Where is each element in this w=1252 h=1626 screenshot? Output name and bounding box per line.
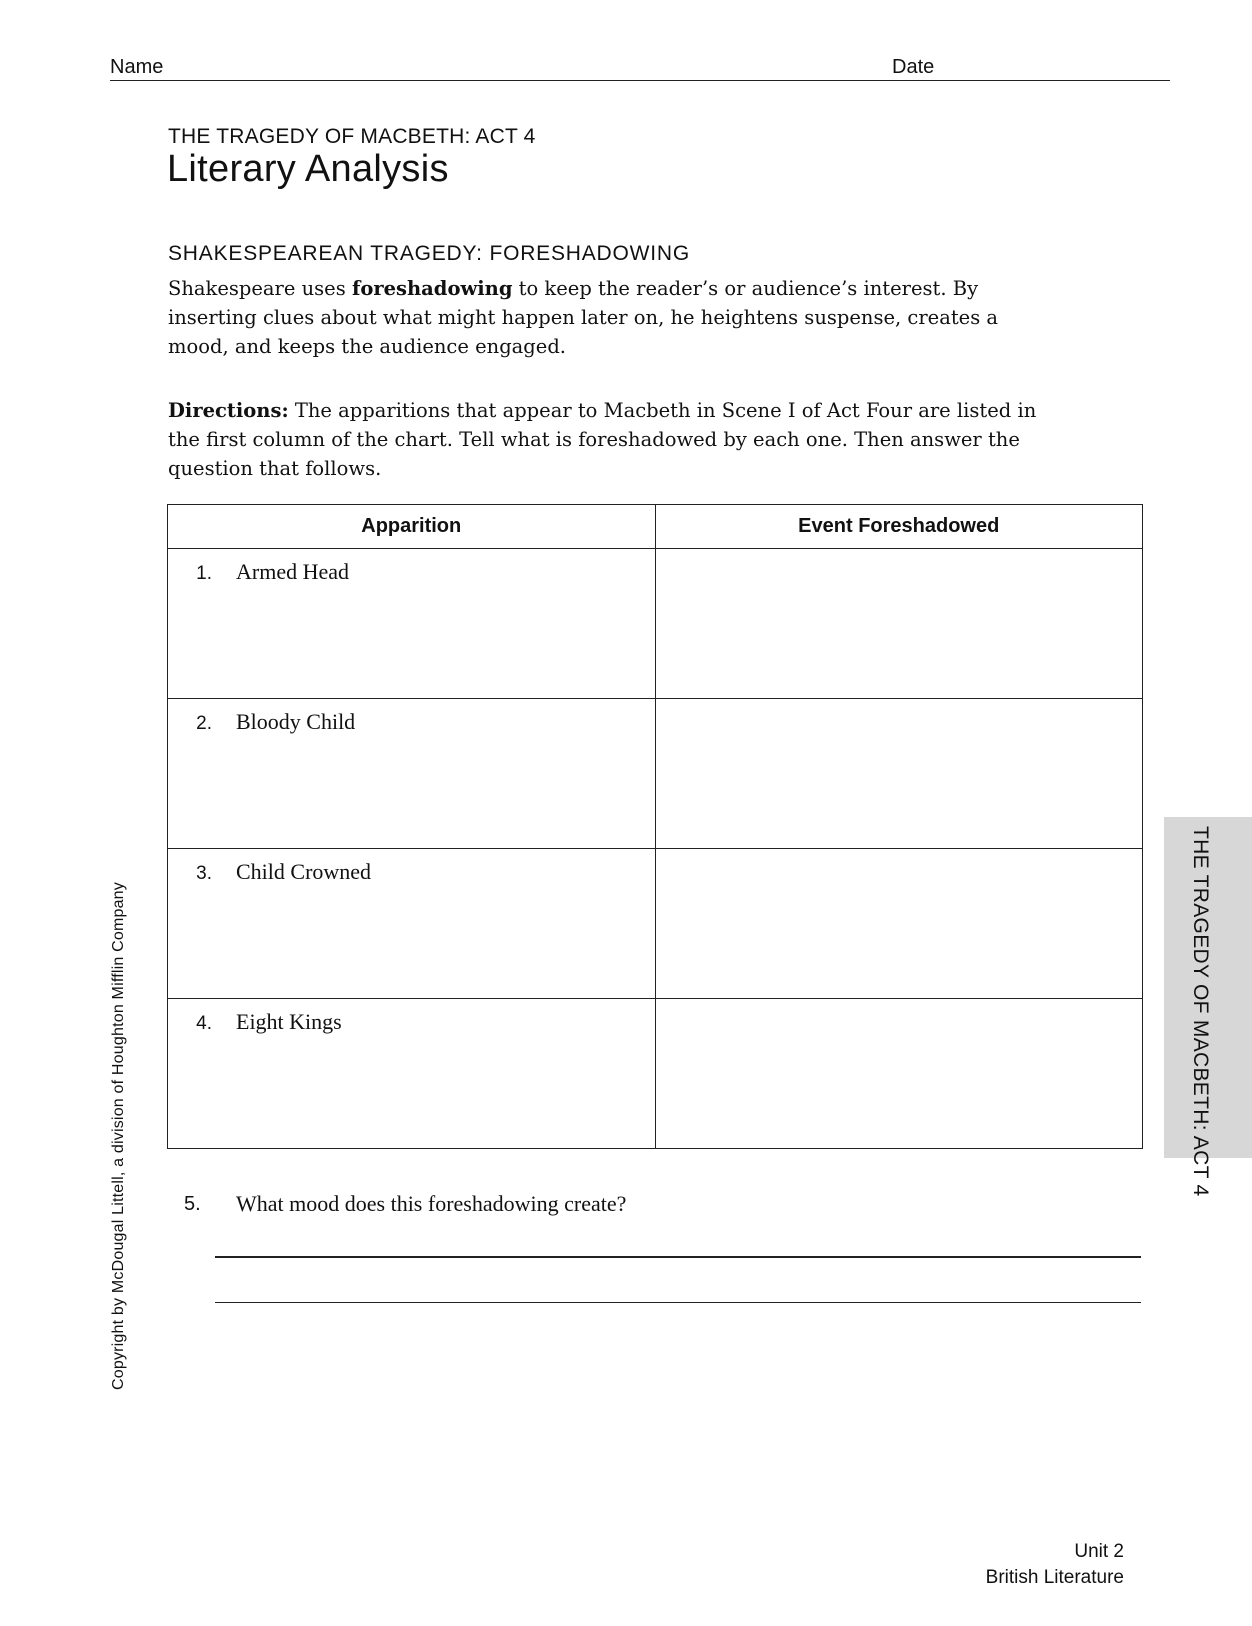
event-answer-cell[interactable] [655,549,1143,699]
event-answer-cell[interactable] [655,849,1143,999]
apparition-label: Bloody Child [236,709,356,734]
apparition-label: Child Crowned [236,859,372,884]
row-number: 1. [196,563,212,584]
table-row [168,999,1143,1149]
footer-unit: Unit 2 [1074,1541,1124,1562]
section-heading: SHAKESPEAREAN TRAGEDY: FORESHADOWING [168,242,691,265]
row-number: 2. [196,713,212,734]
table-row [168,849,1143,999]
chart-header-row [168,505,1143,549]
apparition-cell [168,849,656,999]
table-row [168,699,1143,849]
apparition-label: Armed Head [236,559,350,584]
apparition-cell [168,699,656,849]
intro-bold-term: foreshadowing [351,277,513,300]
question-text: What mood does this foreshadowing create? [236,1191,627,1216]
date-label: Date [892,56,935,78]
event-answer-cell[interactable] [655,699,1143,849]
intro-text-end: to keep the reader’s or audience’s interest. By inserting clues about what might happen later on, he heightens suspense, creates a mood, and keeps the audience engaged. [168,277,999,358]
name-label: Name [110,56,164,78]
answer-line[interactable] [215,1256,1141,1258]
copyright-notice: Copyright by McDougal Littell, a division of Houghton Mifflin Company [110,882,127,1390]
answer-line[interactable] [215,1302,1141,1303]
directions-paragraph [168,396,1048,483]
supertitle: THE TRAGEDY OF MACBETH: ACT 4 [168,125,536,148]
page-title: Literary Analysis [167,148,449,190]
foreshadowing-chart [167,504,1143,1149]
header-event-foreshadowed: Event Foreshadowed [655,505,1143,549]
side-tab-label: THE TRAGEDY OF MACBETH: ACT 4 [1189,826,1212,1197]
apparition-label: Eight Kings [236,1009,342,1034]
table-row [168,549,1143,699]
intro-text-start: Shakespeare uses [168,277,352,300]
intro-paragraph [168,274,1048,361]
row-number: 3. [196,863,212,884]
event-answer-cell[interactable] [655,999,1143,1149]
row-number: 4. [196,1013,212,1034]
apparition-cell [168,999,656,1149]
question-number: 5. [184,1193,201,1215]
header-apparition: Apparition [168,505,656,549]
directions-label: Directions: [168,399,289,422]
directions-text: The apparitions that appear to Macbeth in Scene I of Act Four are listed in the first column of the chart. Tell what is foreshadowed by each one. Then answer the question that follows. [168,399,1037,480]
name-date-line [110,58,1170,81]
apparition-cell [168,549,656,699]
footer-course: British Literature [985,1567,1124,1588]
